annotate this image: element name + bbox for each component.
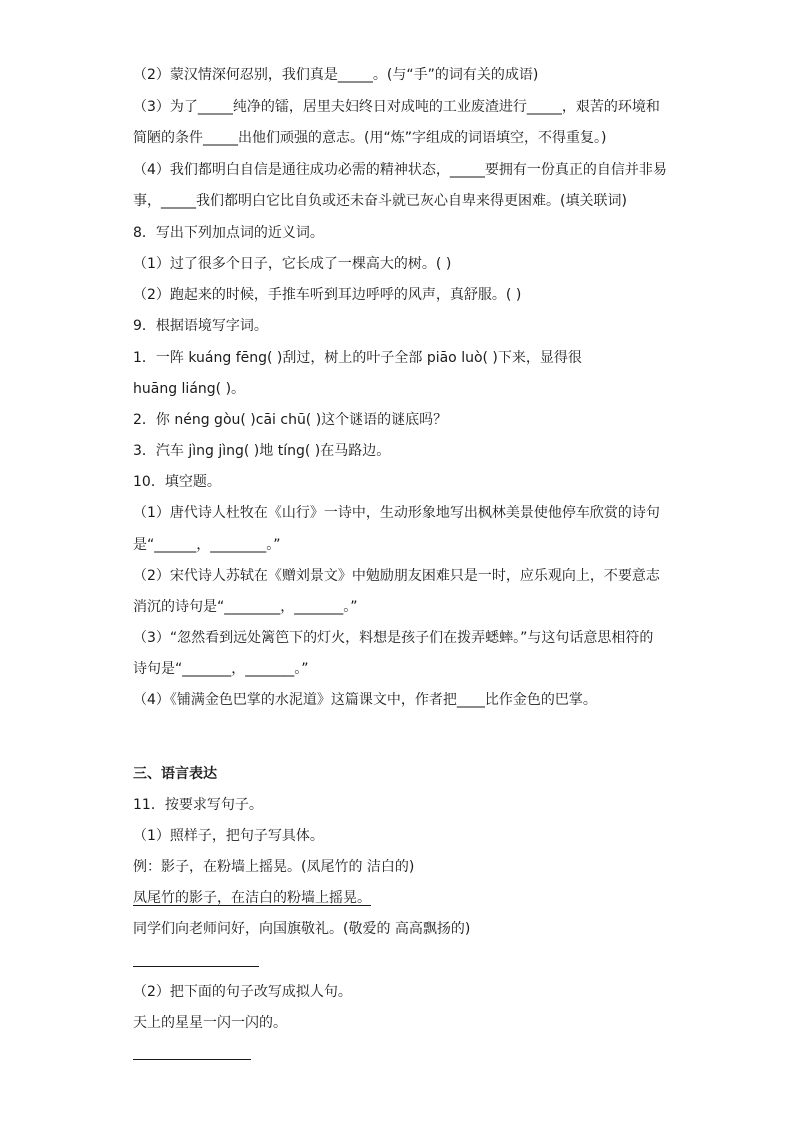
q9-heading: 9．根据语境写字词。	[133, 318, 268, 334]
q11-2-instruction: （2）把下面的句子改写成拟人句。	[133, 984, 352, 1000]
q10-3-line-1: （3）“忽然看到远处篱笆下的灯火，料想是孩子们在拨弄蟋蟀。”与这句话意思相符的	[133, 630, 654, 646]
q9-1-line-1: 1．一阵 kuáng fēng( )刮过，树上的叶子全部 piāo luò( )下来，显得很	[133, 350, 582, 366]
q11-2-task: 天上的星星一闪一闪的。	[133, 1015, 287, 1031]
q10-3-line-2: 诗句是“_______，_______。”	[133, 661, 309, 677]
q10-heading: 10．填空题。	[133, 474, 221, 490]
q8-heading: 8．写出下列加点词的近义词。	[133, 225, 324, 241]
q10-2-line-2: 消沉的诗句是“________，_______。”	[133, 599, 358, 615]
q10-4-line: （4）《铺满金色巴掌的水泥道》这篇课文中，作者把____比作金色的巴掌。	[133, 692, 597, 708]
q11-1-task: 同学们向老师问好，向国旗敬礼。(敬爱的 高高飘扬的)	[133, 921, 471, 937]
answer-line-2[interactable]	[133, 1059, 251, 1060]
q7-2-line: （2）蒙汉情深何忍别，我们真是_____。(与“手”的词有关的成语)	[133, 67, 539, 83]
q10-2-line-1: （2）宋代诗人苏轼在《赠刘景文》中勉励朋友困难只是一时，应乐观向上，不要意志	[133, 568, 660, 584]
q9-3-line: 3．汽车 jìng jìng( )地 tíng( )在马路边。	[133, 443, 391, 459]
q7-3-line-1: （3）为了_____纯净的镭，居里夫妇终日对成吨的工业废渣进行_____，艰苦的环境和	[133, 99, 660, 115]
example-answer: 凤尾竹的影子，在洁白的粉墙上摇晃。	[133, 890, 371, 906]
q7-4-line-2: 事，_____我们都明白它比自负或还未奋斗就已灰心自卑来得更困难。(填关联词)	[133, 193, 627, 209]
q11-heading: 11．按要求写句子。	[133, 797, 263, 813]
q11-1-instruction: （1）照样子，把句子写具体。	[133, 828, 324, 844]
q10-1-line-2: 是“______，________。”	[133, 537, 281, 553]
q8-1-line: （1）过了很多个日子，它长成了一棵高大的树。( )	[133, 256, 452, 272]
q10-1-line-1: （1）唐代诗人杜牧在《山行》一诗中，生动形象地写出枫林美景使他停车欣赏的诗句	[133, 505, 660, 521]
q7-4-line-1: （4）我们都明白自信是通往成功必需的精神状态，_____要拥有一份真正的自信并非易	[133, 162, 667, 178]
q9-2-line: 2．你 néng gòu( )cāi chū( )这个谜语的谜底吗？	[133, 412, 448, 428]
section-heading: 三、语言表达	[133, 766, 217, 782]
q8-2-line: （2）跑起来的时候，手推车听到耳边呼呼的风声，真舒服。( )	[133, 287, 522, 303]
q7-3-line-2: 简陋的条件_____出他们顽强的意志。(用“炼”字组成的词语填空，不得重复。)	[133, 130, 607, 146]
example-sentence: 例：影子，在粉墙上摇晃。(凤尾竹的 洁白的)	[133, 859, 415, 875]
q9-1-line-2: huāng liáng( )。	[133, 381, 246, 397]
answer-line-1[interactable]	[133, 966, 259, 967]
